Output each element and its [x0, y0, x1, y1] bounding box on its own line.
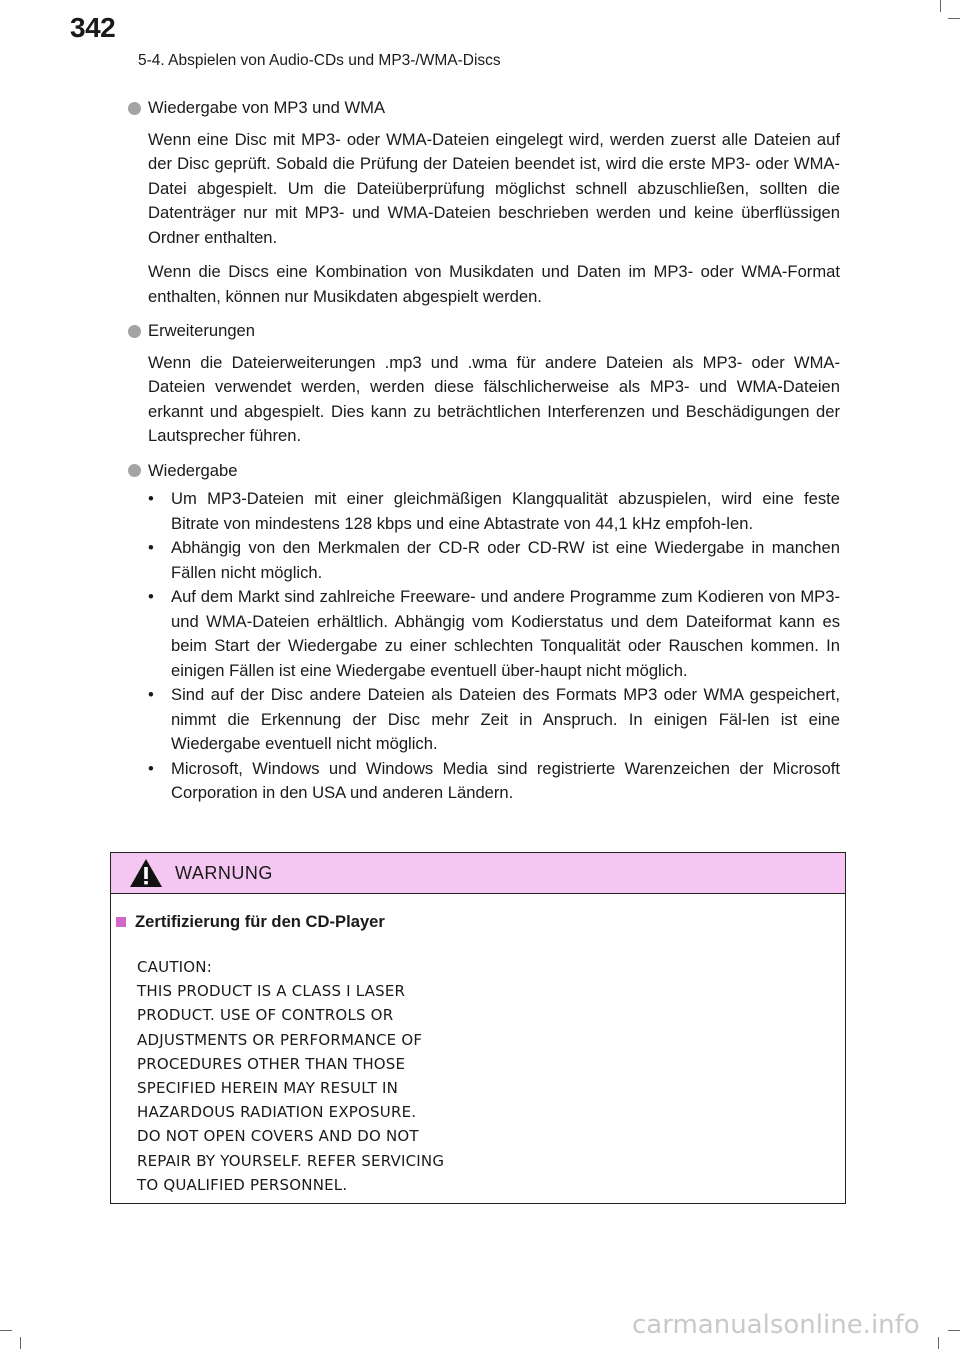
paragraph: Wenn eine Disc mit MP3- oder WMA-Dateien eingelegt wird, werden zuerst alle Dateien auf der Disc geprüft. Sobald die Prüfung der Dateien beendet ist, wird die erste MP3- oder WMA-Datei abgespielt. Um die Dateiüberprüfung möglichst schnell abzuschließen, sollten die Datenträger nur mit MP3- und WMA-Dateien beschrieben werden und keine überflüssigen Ordner enthalten.: [148, 129, 840, 247]
crop-mark: [948, 1330, 960, 1331]
caution-line: SPECIFIED HEREIN MAY RESULT IN: [137, 1079, 399, 1098]
warning-box: [110, 852, 846, 1204]
section-heading-text: Wiedergabe: [148, 460, 238, 480]
warning-header: [111, 853, 845, 894]
list-item: [148, 536, 840, 585]
list-item-text: Abhängig von den Merkmalen der CD-R oder CD-RW ist eine Wiedergabe in manchen Fällen nicht möglich.: [171, 538, 840, 582]
crop-mark: [948, 18, 960, 19]
caution-line: HAZARDOUS RADIATION EXPOSURE.: [137, 1103, 417, 1122]
page-number: 342: [70, 12, 116, 43]
list-item: [148, 585, 840, 683]
list-item-text: Auf dem Markt sind zahlreiche Freeware- und andere Programme zum Kodieren von MP3- und WMA-Dateien erhältlich. Abhängig vom Kodierstatus und dem Dateiformat kann es beim Start der Wiedergabe zu einer schlechten Tonqualität oder Rauschen kommen. In einigen Fällen ist eine Wiedergabe eventuell über-haupt nicht möglich.: [171, 587, 840, 680]
crop-mark: [938, 1337, 939, 1349]
caution-line: DO NOT OPEN COVERS AND DO NOT: [137, 1127, 419, 1146]
bullet-circle-icon: [128, 325, 141, 338]
caution-label: [137, 955, 444, 1197]
crop-mark: [0, 1330, 12, 1331]
list-item: [148, 757, 840, 806]
watermark: carmanualsonline.info: [632, 1310, 920, 1340]
bullet-dot-icon: •: [148, 489, 154, 508]
caution-line: THIS PRODUCT IS A CLASS Ⅰ LASER: [137, 982, 406, 1001]
bullet-dot-icon: •: [148, 685, 154, 704]
bullet-list: [148, 487, 840, 806]
bullet-dot-icon: •: [148, 538, 154, 557]
crop-mark: [20, 1337, 21, 1349]
bullet-circle-icon: [128, 102, 141, 115]
list-item-text: Microsoft, Windows und Windows Media sind registrierte Warenzeichen der Microsoft Corporation in den USA und anderen Ländern.: [171, 758, 840, 802]
paragraph: Wenn die Discs eine Kombination von Musikdaten und Daten im MP3- oder WMA-Format enthalten, können nur Musikdaten abgespielt werden.: [148, 262, 840, 306]
list-item: [148, 683, 840, 757]
list-item-text: Sind auf der Disc andere Dateien als Dateien des Formats MP3 oder WMA gespeichert, nimmt die Erkennung der Disc mehr Zeit in Anspruch. In einigen Fäl-len ist eine Wiedergabe eventuell nicht möglich.: [171, 685, 840, 753]
crop-mark: [940, 0, 941, 12]
caution-line: REPAIR BY YOURSELF. REFER SERVICING: [137, 1151, 445, 1170]
caution-line: PROCEDURES OTHER THAN THOSE: [137, 1054, 406, 1073]
list-item-text: Um MP3-Dateien mit einer gleichmäßigen Klangqualität abzuspielen, wird eine feste Bitrate von mindestens 128 kbps und eine Abtastrate von 44,1 kHz empfoh-len.: [171, 489, 840, 533]
warning-triangle-icon: [129, 858, 163, 888]
bullet-circle-icon: [128, 464, 141, 477]
caution-line: CAUTION:: [137, 958, 212, 976]
section-heading: [128, 459, 840, 484]
bullet-dot-icon: •: [148, 587, 154, 606]
warning-subheading-text: Zertifizierung für den CD-Player: [135, 912, 385, 931]
warning-title: WARNUNG: [175, 862, 273, 883]
section-heading: [128, 319, 840, 344]
bullet-dot-icon: •: [148, 758, 154, 778]
paragraph: Wenn die Dateierweiterungen .mp3 und .wma für andere Dateien als MP3- oder WMA-Dateien verwendet werden, werden diese fälschlicherweise als MP3- und WMA-Dateien erkannt und abgespielt. Dies kann zu beträchtlichen Interferenzen und Beschädigungen der Lautsprecher führen.: [148, 352, 840, 445]
square-bullet-icon: [116, 917, 126, 927]
caution-line: ADJUSTMENTS OR PERFORMANCE OF: [137, 1030, 423, 1049]
section-heading-text: Erweiterungen: [148, 321, 256, 340]
main-content: [128, 96, 840, 806]
caution-line: PRODUCT. USE OF CONTROLS OR: [137, 1006, 394, 1025]
section-heading: [128, 96, 840, 121]
caution-line: TO QUALIFIED PERSONNEL.: [137, 1175, 348, 1194]
section-heading-text: Wiedergabe von MP3 und WMA: [148, 98, 386, 117]
list-item: [148, 487, 840, 536]
warning-subheading: [116, 912, 385, 932]
running-head: 5-4. Abspielen von Audio-CDs und MP3-/WMA-Discs: [138, 52, 501, 69]
